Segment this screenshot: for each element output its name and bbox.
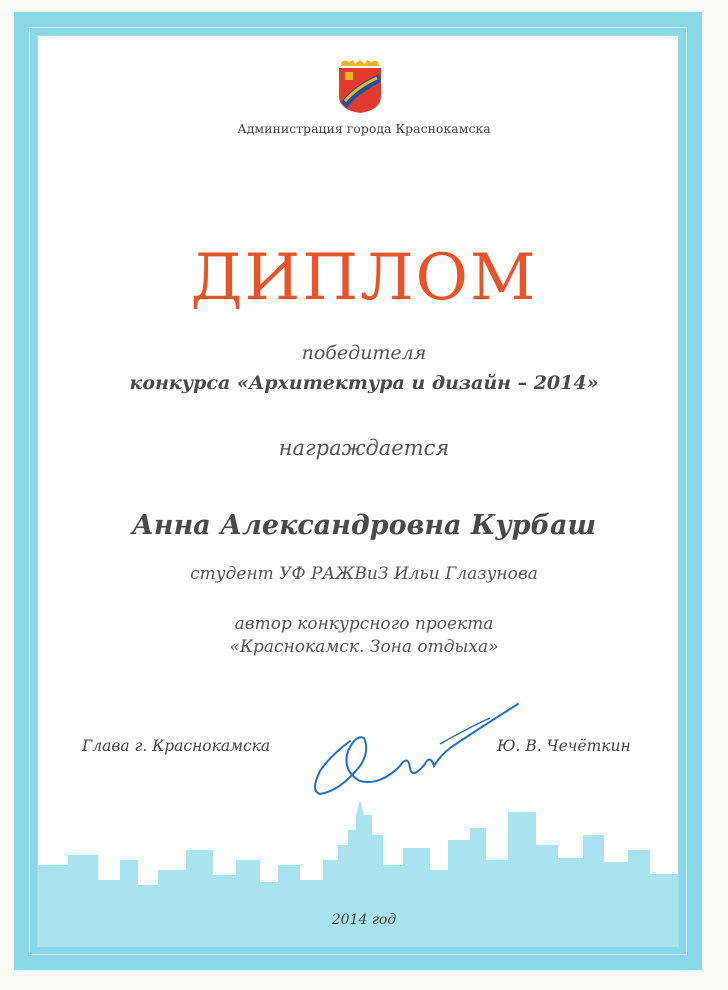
signer-position: Глава г. Краснокамска	[82, 737, 271, 755]
handwritten-signature	[290, 696, 530, 806]
signer-name: Ю. В. Чечёткин	[497, 737, 631, 755]
award-line-winner: победителя	[301, 342, 427, 364]
city-coat-of-arms-icon	[335, 56, 385, 114]
award-line-awarded: награждается	[278, 436, 450, 460]
diploma-year: 2014 год	[331, 912, 397, 928]
project-title: «Краснокамск. Зона отдыха»	[229, 637, 499, 657]
diploma-title: ДИПЛОМ	[190, 241, 538, 315]
recipient-affiliation: студент УФ РАЖВиЗ Ильи Глазунова	[190, 564, 538, 584]
award-line-contest: конкурса «Архитектура и дизайн – 2014»	[129, 372, 599, 394]
project-author-line: автор конкурсного проекта	[234, 614, 494, 634]
recipient-name: Анна Александровна Курбаш	[131, 510, 597, 541]
administration-header: Администрация города Краснокамска	[237, 121, 491, 136]
